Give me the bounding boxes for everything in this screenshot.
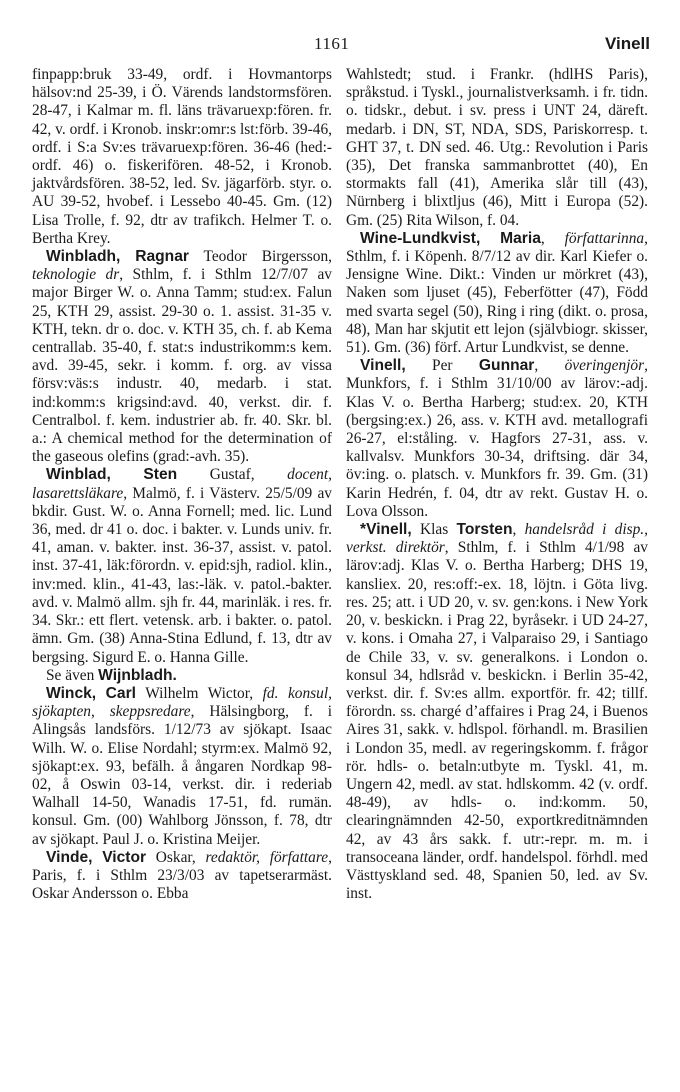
entry-text: , Sthlm, f. i Köpenh. 8/7/12 av dir. Karl Kiefer o. Jensigne Wine. Dikt.: Vinden ur mörkret (43), Naken som ljuset (45), Feberfötter (47), Född med svarta segel (50), Ring i ring (dikt. o. prosa, 48), Man har skjutit ett lejon (självbiogr. skisser, 51). Gm. (36) förf. Artur Lundkvist, se denne. bbox=[346, 229, 648, 357]
entry-text: , Paris, f. i Sthlm 23/3/03 av tapetserarmäst. Oskar Andersson o. Ebba bbox=[32, 848, 332, 903]
entry-title: redaktör, författare bbox=[205, 848, 329, 866]
entry-text: , Malmö, f. i Västerv. 25/5/09 av bkdir. Gust. W. o. Anna Fornell; med. lic. Lund 36, med. dr 41 o. doc. i bakter. v. Lunds univ. fr. 41, aman. v. bakter. inst. 36-37, assist. v. patol. inst. 37-41, läk:förordn. v. epid:sjh, radiol. klin., inv:med. klin., 41-43, las:-läk. v. patol.-bakter. avd. v. Malmö allm. sjh fr. 44, marinläk. i res. fr. 34. Skr.: ett flert. vetensk. arb. i bakter. o. patol. ämn. Gm. (38) Anna-Stina Edlund, f. 13, dtr av bergsing. Sigurd E. o. Hanna Gille. bbox=[32, 484, 332, 666]
entry-surname: Winbladh, bbox=[46, 248, 121, 266]
entry-given-name: Maria bbox=[500, 229, 541, 247]
entry-given-rest: Wilhelm Wictor, bbox=[136, 684, 263, 702]
biography-entry: Vinell, Per Gunnar, överingenjör, Munkfors, f. i Sthlm 31/10/00 av lärov:-adj. Klas V. o. Bertha Harberg; stud:ex. 20, KTH (bergsing:ex.) 26, ass. v. KTH avd. metallografi 26-27, el:ståling. v. Hagfors 27-31, ass. v. kallvalsv. Munkfors 30-34, driftsing. där 34, öv:ing. o. platsch. v. Munkfors fr. 39. Gm. (31) Karin Hedrén, f. 04, dtr av rekt. Gustav H. o. Lova Olsson. bbox=[346, 357, 648, 520]
entry-given-rest: , bbox=[512, 521, 525, 539]
biography-entry bbox=[32, 248, 332, 466]
biography-entry bbox=[32, 849, 332, 904]
biography-entry bbox=[346, 521, 648, 903]
entry-text: , Munkfors, f. i Sthlm 31/10/00 av lärov:-adj. Klas V. o. Bertha Harberg; stud:ex. 20, KTH (bergsing:ex.) 26, ass. v. KTH avd. metallografi 26-27, el:ståling. v. Hagfors 27-31, ass. v. kallvalsv. Munkfors 30-34, driftsing. där 34, öv:ing. o. platsch. v. Munkfors fr. 39. Gm. (31) Karin Hedrén, f. 04, dtr av rekt. Gustav H. o. Lova Olsson. bbox=[346, 357, 648, 520]
entry-given-prefix: Per bbox=[432, 357, 479, 375]
continuation-text: Wahlstedt; stud. i Frankr. (hdlHS Paris), språkstud. i Tyskl., journalistverksamh. i fr. tidn. o. tidskr., debut. i sv. press i UNT 24, däreft. medarb. i DN, ST, NDA, SDS, Pariskorresp. t. GHT 37, t. DN sed. 46. Utg.: Revolution i Paris (35), Det franska sammanbrottet (40), En stormakts fall (41), Amerika slår till (43), Nürnberg i blixtljus (46), Mitt i Europa (52). Gm. (25) Rita Wilson, f. 04. bbox=[346, 66, 648, 229]
biography-entry bbox=[346, 230, 648, 357]
biography-entry bbox=[32, 466, 332, 666]
see-also-link: Wijnbladh. bbox=[98, 666, 177, 684]
entry-given-rest: Gustaf, bbox=[177, 466, 288, 484]
entry-given-name: Carl bbox=[105, 684, 136, 702]
page-number: 1161 bbox=[314, 34, 350, 53]
entry-surname: Winck, bbox=[46, 684, 97, 702]
see-also-text: Se även bbox=[46, 666, 99, 684]
entry-surname: Vinde, bbox=[46, 848, 93, 866]
entry-title: författarinna bbox=[564, 229, 645, 247]
entry-title: överingenjör bbox=[564, 357, 645, 375]
entry-surname: Winblad, bbox=[46, 466, 111, 484]
entry-given-rest: Oskar, bbox=[146, 848, 206, 866]
entry-given-rest: , bbox=[540, 229, 565, 247]
biography-entry bbox=[32, 685, 332, 849]
entry-text: , Sthlm, f. i Sthlm 12/7/07 av major Birger W. o. Anna Tamm; stud:ex. Falun 25, KTH 29, assist. 29-30 o. 1. assist. 31-35 v. KTH, tekn. dr o. doc. v. KTH 35, ch. f. ab Kema centrallab. 35-40, f. stat:s industrikomm:s kem. avd. 39-45, sekr. i komm. f. org. av vissa försv:väs:s industr. 40, medarb. i stat. ind:komm:s krigsind:avd. 40, verkst. dir. f. Centralbol. f. kem. industrier ab. fr. 40. Skr. bl. a.: A chemical method for the determination of the gaseous olefins (grad:-avh. 35). bbox=[32, 266, 332, 466]
entry-title: fd. konsul, sjökapten, skeppsredare bbox=[32, 684, 332, 721]
running-head: Vinell bbox=[604, 34, 650, 53]
entry-given-rest: Teodor Birgersson, bbox=[188, 248, 332, 266]
entry-surname: Vinell, bbox=[360, 357, 406, 375]
left-column bbox=[32, 66, 332, 903]
entry-given-name: Victor bbox=[102, 848, 147, 866]
entry-given-prefix: Klas bbox=[419, 521, 457, 539]
entry-title: teknologie dr bbox=[32, 266, 120, 284]
entry-title: docent, lasarettsläkare bbox=[32, 466, 332, 502]
entry-text: , Hälsingborg, f. i Alingsås landsförs. 1/12/73 av sjökapt. Isaac Wilh. W. o. Elise Nordahl; styrm:ex. Malmö 92, sjökapt:ex. 93, befälh. å ångaren Nordkap 98-02, å Oswin 03-14, verkst. dir. i rederiab Walhall 14-50, Wanadis 17-51, fd. rumän. konsul. Gm. (00) Wahlborg Jönsson, f. 78, dtr av sjökapt. Paul J. o. Kristina Meijer. bbox=[32, 703, 332, 848]
entry-title: handelsråd i disp., verkst. direktör bbox=[346, 521, 648, 557]
entry-given-name: Gunnar bbox=[478, 357, 535, 375]
entry-given-name: Ragnar bbox=[135, 248, 189, 266]
entry-surname: Wine-Lundkvist, bbox=[360, 229, 481, 247]
entry-surname: *Vinell, bbox=[360, 521, 412, 539]
entry-text: , Sthlm, f. i Sthlm 4/1/98 av lärov:adj. Klas V. o. Bertha Harberg; DHS 19, kansliex. 20, res:off:-ex. 18, löjtn. i Göta livg. res. 25; att. i UD 20, v. sv. gen:kons. i New York 20, v. beskickn. i Prag 22, byråsekr. i UD 24-27, v. kons. i Omaha 27, i Valparaiso 29, i Santiago de Chile 33, v. sv. generalkons. i London o. konsul 34, hdlsråd v. beskickn. i Berlin 35-42, verkst. dir. f. Sv:es allm. exportför. fr. 42; tillf. förordn. ss. chargé d’affaires i Prag 24, i Buenos Aires 31, sakk. v. hdlspol. förhandl. m. Brasilien i London 35, medl. av regeringskomm. f. frågor rör. hdls- o. betaln:utbyte m. Tyskl. 41, m. Ungern 42, medl. av stat. hdlskomm. 42 (v. ordf. 48-49), av hdls- o. ind:komm. 50, clearingnämnden 42-50, exportkreditnämnden 42, av 43 års sakk. f. utr:-repr. m. m. i transoceana länder, ordf. handelspol. förhdl. med Västtyskland sed. 48, Spanien 50, led. av Sv. inst. bbox=[346, 539, 648, 903]
entry-given-name: Sten bbox=[143, 466, 178, 484]
see-also-reference bbox=[32, 667, 332, 685]
entry-given-name: Torsten bbox=[456, 521, 513, 539]
continuation-text: finpapp:bruk 33-49, ordf. i Hovmantorps hälsov:nd 25-39, i Ö. Värends landstormsfören. 28-47, i Kalmar m. fl. läns trävaruexp:fören. fr. 42, v. ordf. i Kronob. inskr:omr:s lst:förb. 39-46, ordf. i S:a Sv:es trävaruexp:fören. 36-46 (hed:-ordf. 46) o. fiskerifören. 48-52, i Kronob. jaktvårdsfören. 38-52, led. Sv. jägarförb. styr. o. AU 39-52, hvobef. i Lessebo 40-45. Gm. (12) Lisa Trolle, f. 92, dtr av trafikch. Helmer T. o. Bertha Krey. bbox=[32, 66, 332, 247]
right-column bbox=[346, 66, 648, 903]
